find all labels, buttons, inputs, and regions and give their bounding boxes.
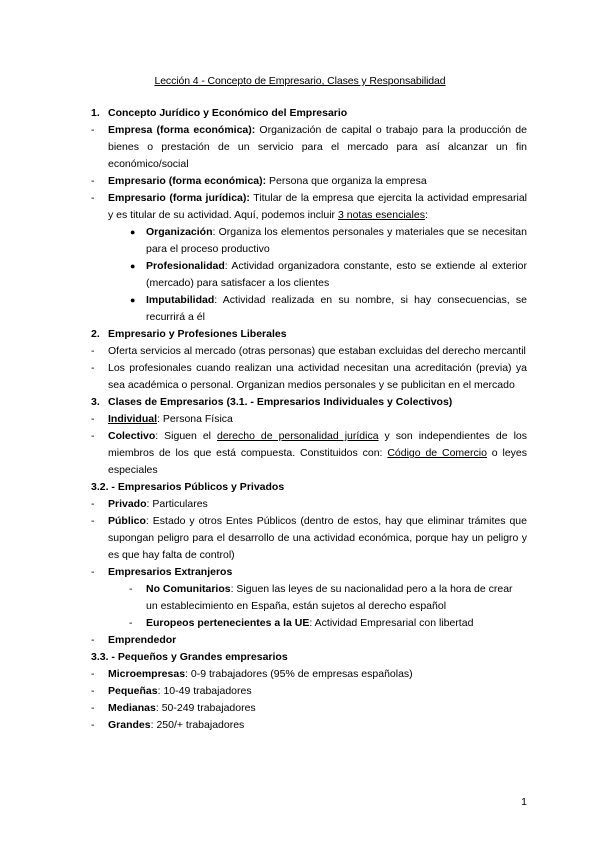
list-item: - Los profesionales cuando realizan una actividad necesitan una acreditación (previa) ya sea académica o personal. Organizan medios personales y se publicitan en el mercado [91,362,527,391]
list-item: - Emprendedor [91,634,177,646]
list-item: - Empresario (forma jurídica): Titular de la empresa que ejercita la actividad empresarial y es titular de su actividad. Aquí, podemos incluir 3 notas esenciales: [91,192,527,221]
list-item: - Oferta servicios al mercado (otras personas) que estaban excluidas del derecho mercantil [91,345,526,357]
list-item: - Público: Estado y otros Entes Públicos (dentro de estos, hay que eliminar trámites que supongan peligro para el desarrollo de una actividad económica, porque hay un peligro y es que hay falta de control) [91,515,527,561]
section-2-heading: 2. Empresario y Profesiones Liberales [91,328,287,340]
bullet-icon: ● [130,261,136,271]
document-body [0,105,600,734]
list-item: - Medianas: 50-249 trabajadores [91,702,256,714]
list-item: - Pequeñas: 10-49 trabajadores [91,685,252,697]
list-item: - Colectivo: Siguen el derecho de personalidad jurídica y son independientes de los miembros de los que está compuesta. Constituidos con: Código de Comercio o leyes especiales [91,430,528,476]
personalidad-juridica-link: derecho de personalidad jurídica [217,430,379,442]
section-3-2-heading: 3.2. - Empresarios Públicos y Privados [91,481,285,493]
list-item: - Grandes: 250/+ trabajadores [91,719,245,731]
bullet-item: ● Imputabilidad: Actividad realizada en su nombre, si hay consecuencias, se recurrirá a él [130,294,527,323]
notas-esenciales-link: 3 notas esenciales [337,209,425,221]
list-item: - Microempresas: 0-9 trabajadores (95% de empresas españolas) [91,668,413,680]
section-1-heading: 1. Concepto Jurídico y Económico del Empresario [91,107,348,119]
page-title: Lección 4 - Concepto de Empresario, Clases y Responsabilidad [154,75,446,87]
nested-item: - Europeos pertenecientes a la UE: Actividad Empresarial con libertad [129,617,474,629]
page-number: 1 [521,796,527,808]
nested-item: - No Comunitarios: Siguen las leyes de su nacionalidad pero a la hora de crear un establecimiento en España, están sujetos al derecho español [129,583,513,612]
bullet-item: ● Profesionalidad: Actividad organizadora constante, esto se extiende al exterior (mercado) para satisfacer a los clientes [130,260,527,289]
list-item: - Individual: Persona Física [91,413,233,425]
list-item: - Empresario (forma económica): Persona que organiza la empresa [91,175,427,187]
list-item: - Empresa (forma económica): Organización de capital o trabajo para la producción de bienes o prestación de un servicio para el mercado para así alcanzar un fin económico/social [91,124,527,170]
bullet-icon: ● [130,227,136,237]
list-item: - Empresarios Extranjeros [91,566,233,578]
codigo-comercio-link: Código de Comercio [387,447,487,459]
bullet-item: ● Organización: Organiza los elementos personales y materiales que se necesitan para el proceso productivo [130,226,527,255]
section-3-heading: 3. Clases de Empresarios (3.1. - Empresarios Individuales y Colectivos) [91,396,453,408]
list-item: - Privado: Particulares [91,498,208,510]
bullet-icon: ● [130,295,136,305]
section-3-3-heading: 3.3. - Pequeños y Grandes empresarios [91,651,288,663]
